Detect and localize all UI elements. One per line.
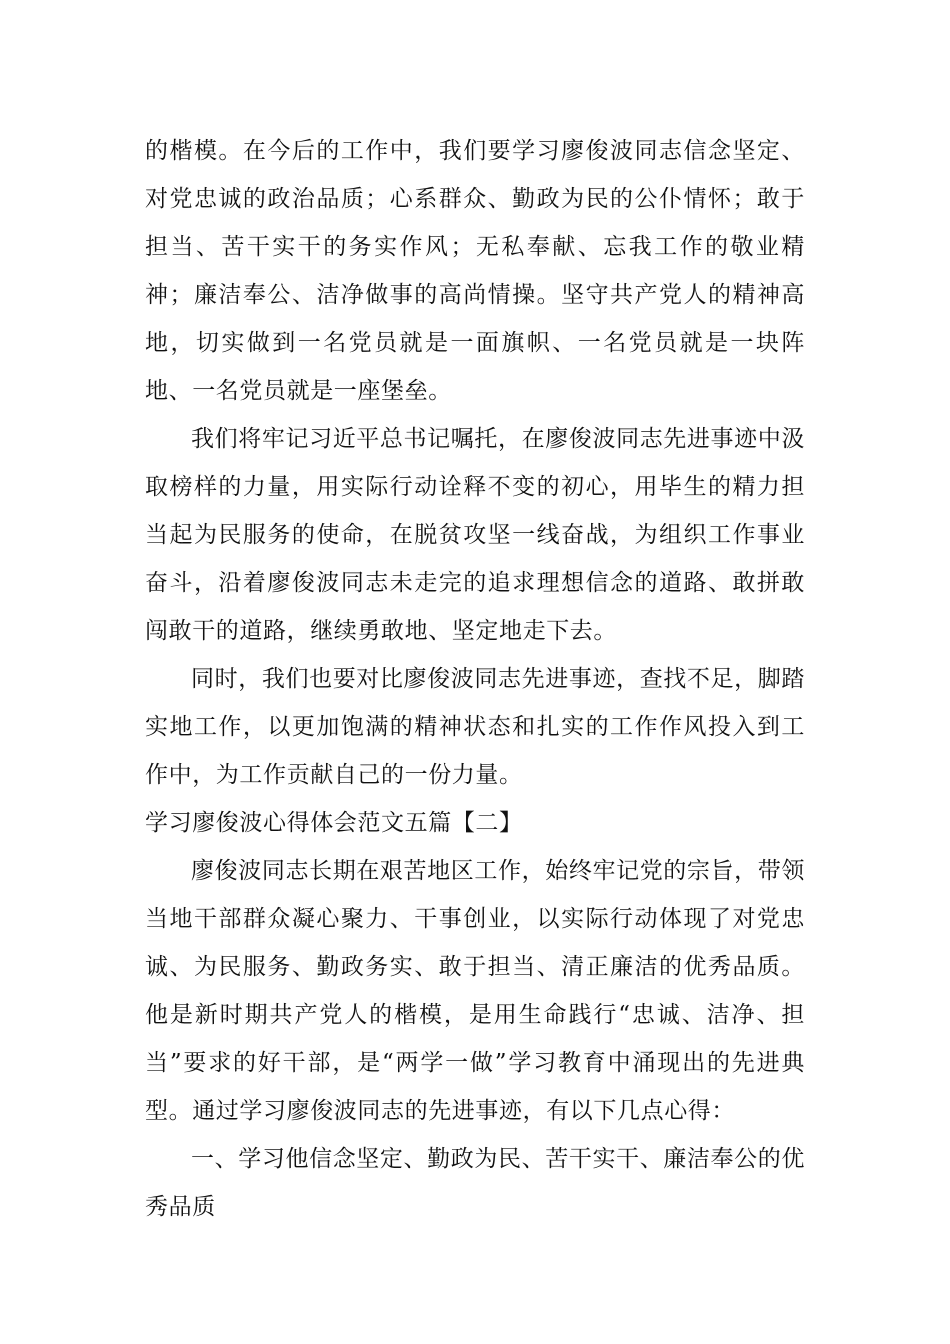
paragraph-continuation: 的楷模。在今后的工作中，我们要学习廖俊波同志信念坚定、对党忠诚的政治品质；心系群众、勤政为民的公仆情怀；敢于担当、苦干实干的务实作风；无私奉献、忘我工作的敬业精神；廉洁奉公、洁净做事的高尚情操。坚守共产党人的精神高地，切实做到一名党员就是一面旗帜、一名党员就是一块阵地、一名党员就是一座堡垒。 (145, 138, 805, 404)
paragraph-introduction: 廖俊波同志长期在艰苦地区工作，始终牢记党的宗旨，带领当地干部群众凝心聚力、干事创业，以实际行动体现了对党忠诚、为民服务、勤政务实、敢于担当、清正廉洁的优秀品质。他是新时期共产党人的楷模，是用生命践行“忠诚、洁净、担当”要求的好干部，是“两学一做”学习教育中涌现出的先进典型。通过学习廖俊波同志的先进事迹，有以下几点心得： (145, 858, 805, 1124)
paragraph-reflection: 同时，我们也要对比廖俊波同志先进事迹，查找不足，脚踏实地工作，以更加饱满的精神状态和扎实的工作作风投入到工作中，为工作贡献自己的一份力量。 (145, 666, 805, 788)
section-heading: 学习廖俊波心得体会范文五篇【二】 (145, 810, 523, 836)
document-body (145, 127, 805, 1231)
paragraph-pledge: 我们将牢记习近平总书记嘱托，在廖俊波同志先进事迹中汲取榜样的力量，用实际行动诠释不变的初心，用毕生的精力担当起为民服务的使命，在脱贫攻坚一线奋战，为组织工作事业奋斗，沿着廖俊波同志未走完的追求理想信念的道路、敢拼敢闯敢干的道路，继续勇敢地、坚定地走下去。 (145, 426, 805, 644)
paragraph-point-one: 一、学习他信念坚定、勤政为民、苦干实干、廉洁奉公的优秀品质 (145, 1146, 805, 1220)
